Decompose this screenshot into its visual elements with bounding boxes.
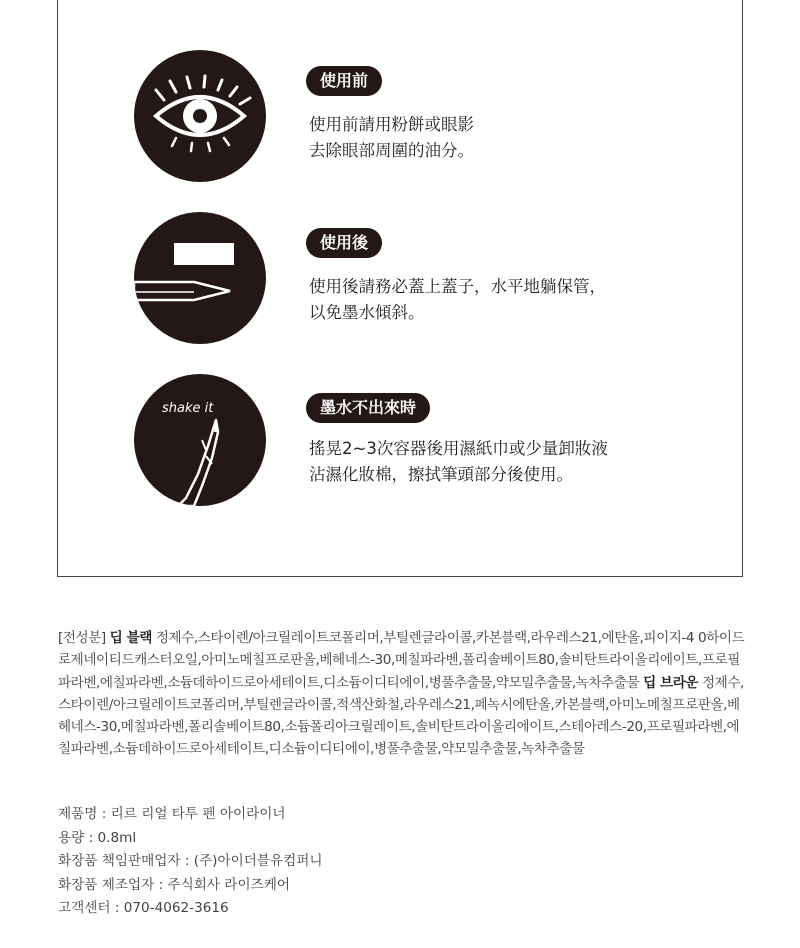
capped-pen-icon (134, 212, 266, 344)
shake-pen-icon (134, 374, 266, 506)
eye-icon (134, 50, 266, 182)
after-use-label: 使用後 (306, 228, 382, 258)
before-use-text: 使用前請用粉餅或眼影 去除眼部周圍的油分。 (309, 115, 474, 160)
after-use-text: 使用後請務必蓋上蓋子，水平地躺保管， 以免墨水傾斜。 (309, 277, 606, 322)
no-ink-label: 墨水不出來時 (306, 393, 430, 423)
deep-black-label: 딥 블랙 (109, 630, 152, 646)
product-name: 제품명 : 리르 리얼 타투 펜 아이라이너 (58, 806, 286, 822)
deep-brown-label: 딥 브라운 (643, 674, 699, 691)
before-use-label: 使用前 (306, 66, 382, 96)
product-volume: 용량 : 0.8ml (58, 829, 137, 846)
maker-info: 화장품 제조업자 : 주식회사 라이즈케어 (58, 876, 290, 893)
customer-center: 고객센터 : 070-4062-3616 (58, 900, 229, 916)
no-ink-text: 搖晃2~3次容器後用濕紙巾或少量卸妝液 沾濕化妝棉，擦拭筆頭部分後使用。 (309, 439, 608, 484)
ingredients-text: [전성분] 딥 블랙 정제수,스타이렌/아크릴레이트코폴리머,부틸렌글라이콜,카본블랙,라우레스21,에탄올,피이지-4 0하이드로제네이티드캐스터오일,아미노메칠프로판올,베헤네스-30,메칠파라벤,폴리솔베이트80,솔비탄트라이올리에이트,프로필파라벤,에칠파라벤,소듐데하이드로아세테이트,디소듐이디티에이,병풀추출물,약모밀추출물,녹차추출물 딥 브라운 정제수,스타이렌/아크릴레이트코폴리머,부틸렌글라이콜,적색산화철,라우레스21,페녹시에탄올,카본블랙,아미노메칠프로판올,베헤네스-30,메칠파라벤,폴리솔베이트80,소듐폴리아크릴레이트,솔비탄트라이올리에이트,스테아레스-20,프로필파라벤,에칠파라벤,소듐데하이드로아세테이트,디소듐이디티에이,병풀추출물,약모밀추출물,녹차추출물 (58, 630, 745, 758)
shake-it-text: shake it (162, 401, 214, 416)
seller-info: 화장품 책임판매업자 : (주)아이더블유컴퍼니 (58, 853, 323, 869)
product-info (58, 803, 323, 921)
